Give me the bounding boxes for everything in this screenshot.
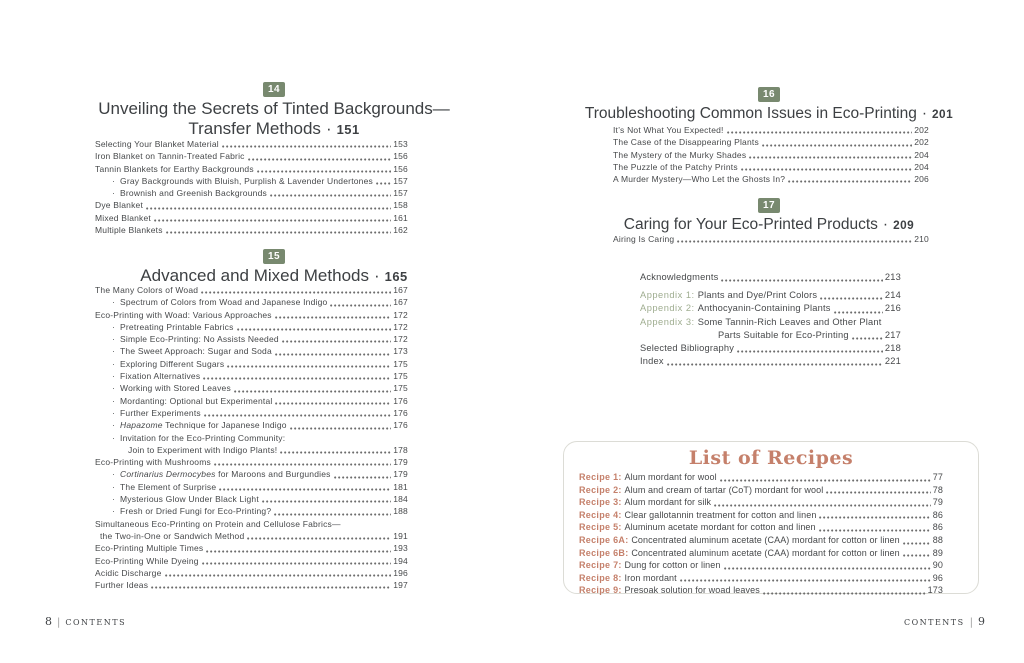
toc-entry [95, 395, 408, 407]
recipe-entry [579, 534, 943, 547]
bullet-icon: · [112, 407, 116, 418]
entry-page-number: 157 [393, 188, 408, 199]
chapter-14-entries [95, 138, 408, 236]
title-dot-separator: · [325, 119, 332, 138]
title-dot-separator: · [921, 105, 927, 122]
footer-divider: | [969, 617, 973, 628]
dot-leader [852, 337, 883, 340]
back-matter-entry [640, 342, 901, 355]
entry-page-number: 172 [393, 309, 408, 320]
chapter-14-number-badge: 14 [263, 82, 285, 97]
toc-entry [95, 138, 408, 150]
dot-leader [202, 562, 391, 565]
bullet-icon: · [112, 321, 116, 332]
recipe-entry [579, 521, 943, 534]
bullet-icon: · [112, 188, 116, 199]
dot-leader [203, 377, 391, 380]
entry-page-number: 204 [914, 149, 929, 160]
entry-label: Multiple Blankets [95, 225, 163, 236]
entry-label: Recipe 8: Iron mordant [579, 572, 677, 583]
bullet-icon: · [112, 420, 116, 431]
entry-page-number: 88 [932, 534, 943, 545]
entry-label: The Case of the Disappearing Plants [613, 137, 759, 148]
right-page-footer [904, 610, 985, 629]
dot-leader [222, 145, 391, 148]
toc-entry [95, 212, 408, 224]
entry-page-number: 77 [932, 472, 943, 482]
dot-leader [903, 554, 931, 557]
title-dot-separator: · [373, 266, 380, 285]
dot-leader [763, 592, 926, 595]
entry-page-number: 218 [884, 343, 901, 354]
chapter-start-page: 201 [932, 108, 954, 121]
entry-page-number: 157 [393, 175, 408, 186]
title-dot-separator: · [882, 216, 889, 233]
chapter-16-heading [554, 84, 984, 125]
chapter-14-title: Unveiling the Secrets of Tinted Backgrounds— Transfer Methods · 151 [98, 99, 450, 138]
back-matter-list [640, 271, 901, 368]
entry-page-number: 173 [927, 585, 943, 596]
dot-leader [227, 365, 391, 368]
entry-label: · Pretreating Printable Fabrics [112, 321, 234, 332]
chapter-16-title: Troubleshooting Common Issues in Eco-Printing · 201 [584, 105, 954, 122]
entry-label: Eco-Printing While Dyeing [95, 555, 199, 566]
toc-entry [95, 370, 408, 382]
entry-page-number: 213 [884, 272, 901, 282]
entry-label: Recipe 4: Clear gallotannin treatment for cotton and linen [579, 509, 817, 520]
entry-page-number: 214 [884, 290, 901, 301]
entry-page-number: 176 [393, 407, 408, 418]
entry-page-number: 206 [914, 174, 929, 185]
entry-page-number: 172 [393, 321, 408, 332]
chapter-15-entries [95, 284, 408, 591]
entry-label: the Two-in-One or Sandwich Method [100, 530, 245, 541]
entry-prefix: Recipe 5: [579, 522, 625, 533]
dot-leader [677, 240, 912, 243]
toc-entry [95, 321, 408, 333]
bullet-icon: · [112, 469, 116, 480]
toc-entry [95, 432, 408, 444]
dot-leader [270, 194, 391, 197]
entry-label: Selected Bibliography [640, 343, 735, 354]
dot-leader [721, 279, 882, 282]
entry-prefix: Appendix 2: [640, 303, 698, 314]
chapter-start-page: 209 [893, 219, 915, 232]
entry-label: · Brownish and Greenish Backgrounds [112, 188, 267, 199]
chapter-17-heading [554, 195, 984, 236]
entry-label: Parts Suitable for Eco-Printing [718, 329, 849, 340]
toc-entry [95, 187, 408, 199]
dot-leader [724, 567, 931, 570]
back-matter-entry [640, 316, 901, 329]
dot-leader [219, 488, 391, 491]
toc-entry [95, 358, 408, 370]
dot-leader [146, 207, 391, 210]
entry-label: Recipe 6A: Concentrated aluminum acetate (CAA) mordant for cotton or linen [579, 534, 900, 545]
entry-label: Eco-Printing with Mushrooms [95, 457, 211, 468]
toc-entry [613, 233, 929, 245]
dot-leader [762, 144, 912, 147]
dot-leader [165, 574, 392, 577]
toc-entry [95, 407, 408, 419]
toc-entry [95, 505, 408, 517]
chapter-16-entries [613, 124, 929, 185]
entry-page-number: 176 [393, 420, 408, 431]
entry-label: Further Ideas [95, 580, 149, 591]
back-matter-entry [640, 302, 901, 315]
bullet-icon: · [112, 432, 116, 443]
entry-label: · Further Experiments [112, 407, 201, 418]
entry-prefix: Recipe 7: [579, 560, 625, 571]
dot-leader [834, 311, 883, 314]
chapter-17-title: Caring for Your Eco-Printed Products · 209 [623, 216, 915, 233]
toc-entry [95, 296, 408, 308]
left-page-footer [45, 610, 126, 629]
chapter-16-number-badge: 16 [758, 87, 780, 102]
dot-leader [234, 390, 391, 393]
entry-page-number: 197 [393, 580, 408, 591]
dot-leader [282, 340, 391, 343]
toc-entry [95, 444, 408, 456]
entry-page-number: 179 [393, 457, 408, 468]
entry-prefix: Recipe 4: [579, 509, 625, 520]
dot-leader [330, 304, 391, 307]
bullet-icon: · [112, 506, 116, 517]
entry-label: · Mysterious Glow Under Black Light [112, 494, 259, 505]
entry-page-number: 202 [914, 137, 929, 148]
entry-page-number: 156 [393, 151, 408, 162]
dot-leader [274, 513, 391, 516]
entry-label: Acknowledgments [640, 272, 719, 282]
entry-page-number: 86 [932, 509, 943, 520]
bullet-icon: · [112, 297, 116, 308]
entry-label: Appendix 3: Some Tannin-Rich Leaves and Other Plant [640, 316, 882, 327]
entry-page-number: 194 [393, 555, 408, 566]
toc-entry [95, 163, 408, 175]
toc-entry [95, 333, 408, 345]
entry-page-number: 175 [393, 371, 408, 382]
list-of-recipes-box [563, 441, 979, 594]
entry-label: Appendix 1: Plants and Dye/Print Colors [640, 290, 818, 301]
entry-prefix: Appendix 3: [640, 316, 698, 327]
dot-leader [819, 529, 931, 532]
toc-entry [95, 309, 408, 321]
chapter-15-title: Advanced and Mixed Methods · 165 [140, 266, 408, 285]
chapter-17-number-badge: 17 [758, 198, 780, 213]
bullet-icon: · [112, 358, 116, 369]
toc-entry [613, 149, 929, 161]
left-folio-number: 8 [45, 615, 52, 628]
dot-leader [206, 550, 391, 553]
entry-page-number: 96 [932, 572, 943, 583]
entry-page-number: 204 [914, 161, 929, 172]
bullet-icon: · [112, 334, 116, 345]
bullet-icon: · [112, 383, 116, 394]
recipe-entry [579, 484, 943, 497]
dot-leader [201, 291, 391, 294]
dot-leader [237, 328, 392, 331]
dot-leader [749, 156, 912, 159]
entry-prefix: Recipe 6B: [579, 547, 632, 558]
recipe-entry [579, 572, 943, 585]
bullet-icon: · [112, 481, 116, 492]
entry-page-number: 86 [932, 522, 943, 533]
entry-page-number: 191 [393, 530, 408, 541]
recipe-entry [579, 584, 943, 597]
toc-entry [95, 175, 408, 187]
toc-entry [613, 173, 929, 185]
bullet-icon: · [112, 371, 116, 382]
toc-entry [95, 345, 408, 357]
entry-page-number: 167 [393, 297, 408, 308]
dot-leader [262, 500, 391, 503]
entry-label: · Invitation for the Eco-Printing Community: [112, 432, 286, 443]
chapter-15-number-badge: 15 [263, 249, 285, 264]
toc-entry [95, 150, 408, 162]
dot-leader [151, 586, 391, 589]
dot-leader [819, 516, 930, 519]
entry-label: Recipe 5: Aluminum acetate mordant for cotton and linen [579, 522, 816, 533]
entry-page-number: 210 [914, 234, 929, 244]
entry-label: · Fresh or Dried Fungi for Eco-Printing? [112, 506, 272, 517]
recipes-box-title: List of Recipes [688, 447, 854, 469]
entry-label: Join to Experiment with Indigo Plants! [128, 444, 278, 455]
entry-prefix: Recipe 2: [579, 484, 625, 495]
recipe-entry [579, 471, 943, 484]
entry-page-number: 179 [393, 469, 408, 480]
dot-leader [727, 131, 913, 134]
back-matter-entry [640, 355, 901, 368]
dot-leader [204, 414, 391, 417]
toc-entry [95, 530, 408, 542]
footer-divider: | [57, 617, 61, 628]
entry-page-number: 217 [884, 329, 901, 340]
entry-prefix: Recipe 6A: [579, 534, 632, 545]
dot-leader [257, 170, 391, 173]
dot-leader [154, 219, 391, 222]
dot-leader [275, 353, 391, 356]
entry-label: Recipe 2: Alum and cream of tartar (CoT) mordant for wool [579, 484, 824, 495]
back-matter-entry [640, 289, 901, 302]
back-matter-entry [640, 329, 901, 342]
entry-label: Airing Is Caring [613, 234, 675, 244]
entry-page-number: 188 [393, 506, 408, 517]
dot-leader [826, 491, 930, 494]
toc-entry [95, 199, 408, 211]
entry-page-number: 158 [393, 200, 408, 211]
dot-leader [741, 168, 912, 171]
recipe-entry [579, 559, 943, 572]
entry-label: Recipe 9: Presoak solution for woad leaves [579, 585, 760, 596]
entry-label: · Gray Backgrounds with Bluish, Purplish & Lavender Undertones [112, 175, 373, 186]
entry-label: Recipe 7: Dung for cotton or linen [579, 560, 721, 571]
toc-entry [95, 542, 408, 554]
entry-label: A Murder Mystery—Who Let the Ghosts In? [613, 174, 786, 185]
chapter-17-entries [613, 233, 929, 245]
entry-page-number: 178 [393, 444, 408, 455]
entry-page-number: 161 [393, 212, 408, 223]
dot-leader [334, 476, 392, 479]
recipes-list [564, 471, 978, 597]
entry-prefix: Recipe 1: [579, 472, 625, 482]
chapter-15-heading [78, 246, 470, 287]
entry-label: · Cortinarius Dermocybes for Maroons and Burgundies [112, 469, 331, 480]
entry-label: Tannin Blankets for Earthy Backgrounds [95, 163, 254, 174]
dot-leader [275, 316, 391, 319]
dot-leader [247, 537, 391, 540]
chapter-start-page: 151 [336, 122, 360, 137]
toc-entry [95, 567, 408, 579]
entry-label: · The Element of Surprise [112, 481, 217, 492]
toc-entry [613, 136, 929, 148]
dot-leader [903, 542, 931, 545]
entry-label: Dye Blanket [95, 200, 144, 211]
entry-label: Iron Blanket on Tannin-Treated Fabric [95, 151, 245, 162]
bullet-icon: · [112, 494, 116, 505]
entry-label: · Fixation Alternatives [112, 371, 201, 382]
right-folio-number: 9 [978, 615, 985, 628]
entry-page-number: 184 [393, 494, 408, 505]
entry-page-number: 89 [932, 547, 943, 558]
toc-entry [95, 555, 408, 567]
entry-page-number: 196 [393, 567, 408, 578]
dot-leader [714, 504, 931, 507]
right-footer-label: CONTENTS [903, 618, 965, 627]
dot-leader [214, 463, 391, 466]
entry-page-number: 173 [393, 346, 408, 357]
entry-page-number: 175 [393, 383, 408, 394]
entry-page-number: 156 [393, 163, 408, 174]
dot-leader [290, 427, 391, 430]
bullet-icon: · [112, 175, 116, 186]
dot-leader [720, 479, 931, 482]
entry-label: · Hapazome Technique for Japanese Indigo [112, 420, 287, 431]
entry-label: Recipe 6B: Concentrated aluminum acetate (CAA) mordant for cotton or linen [579, 547, 900, 558]
toc-entry [95, 493, 408, 505]
entry-label: Eco-Printing Multiple Times [95, 543, 204, 554]
entry-label: The Puzzle of the Patchy Prints [613, 161, 738, 172]
entry-prefix: Recipe 9: [579, 585, 625, 596]
dot-leader [248, 158, 392, 161]
dot-leader [788, 180, 912, 183]
entry-page-number: 193 [393, 543, 408, 554]
entry-label: The Mystery of the Murky Shades [613, 149, 747, 160]
dot-leader [680, 579, 931, 582]
entry-page-number: 221 [884, 356, 901, 367]
entry-prefix: Appendix 1: [640, 290, 698, 301]
toc-entry [95, 456, 408, 468]
toc-entry [95, 468, 408, 480]
entry-page-number: 175 [393, 358, 408, 369]
entry-label: Mixed Blanket [95, 212, 151, 223]
entry-prefix: Recipe 3: [579, 497, 625, 508]
chapter-14-heading [78, 79, 470, 140]
entry-label: Simultaneous Eco-Printing on Protein and Cellulose Fabrics— [95, 518, 341, 529]
dot-leader [820, 297, 883, 300]
entry-label: Acidic Discharge [95, 567, 162, 578]
toc-entry [95, 419, 408, 431]
toc-entry [95, 518, 408, 530]
dot-leader [275, 402, 391, 405]
entry-label: · Exploring Different Sugars [112, 358, 225, 369]
bullet-icon: · [112, 395, 116, 406]
entry-page-number: 78 [932, 484, 943, 495]
toc-entry [95, 224, 408, 236]
bullet-icon: · [112, 346, 116, 357]
dot-leader [376, 182, 391, 185]
entry-label: Eco-Printing with Woad: Various Approaches [95, 309, 272, 320]
entry-page-number: 167 [393, 285, 408, 295]
entry-label: The Many Colors of Woad [95, 285, 199, 295]
dot-leader [280, 451, 391, 454]
back-matter-entry [640, 271, 901, 284]
entry-label: · The Sweet Approach: Sugar and Soda [112, 346, 272, 357]
dot-leader [737, 350, 883, 353]
entry-label: · Mordanting: Optional but Experimental [112, 395, 273, 406]
entry-label: · Simple Eco-Printing: No Assists Needed [112, 334, 279, 345]
left-footer-label: CONTENTS [65, 618, 127, 627]
entry-page-number: 90 [932, 560, 943, 571]
chapter-start-page: 165 [384, 269, 408, 284]
entry-page-number: 216 [884, 303, 901, 314]
entry-page-number: 202 [914, 125, 929, 135]
entry-label: It’s Not What You Expected! [613, 125, 724, 135]
recipe-entry [579, 509, 943, 522]
toc-entry [95, 481, 408, 493]
recipe-entry [579, 496, 943, 509]
entry-page-number: 181 [393, 481, 408, 492]
dot-leader [667, 363, 883, 366]
entry-label: Index [640, 356, 664, 367]
toc-entry [95, 284, 408, 296]
entry-page-number: 153 [393, 139, 408, 149]
entry-prefix: Recipe 8: [579, 572, 625, 583]
toc-entry [613, 124, 929, 136]
entry-page-number: 79 [932, 497, 943, 508]
entry-label: Recipe 3: Alum mordant for silk [579, 497, 712, 508]
toc-entry [95, 382, 408, 394]
entry-label: · Working with Stored Leaves [112, 383, 231, 394]
toc-entry [95, 579, 408, 591]
entry-label: Selecting Your Blanket Material [95, 139, 219, 149]
entry-page-number: 162 [393, 225, 408, 236]
entry-label: Appendix 2: Anthocyanin-Containing Plants [640, 303, 831, 314]
toc-entry [613, 161, 929, 173]
entry-page-number: 176 [393, 395, 408, 406]
entry-label: Recipe 1: Alum mordant for wool [579, 472, 717, 482]
entry-page-number: 172 [393, 334, 408, 345]
recipe-entry [579, 547, 943, 560]
dot-leader [166, 231, 392, 234]
entry-label: · Spectrum of Colors from Woad and Japanese Indigo [112, 297, 328, 308]
